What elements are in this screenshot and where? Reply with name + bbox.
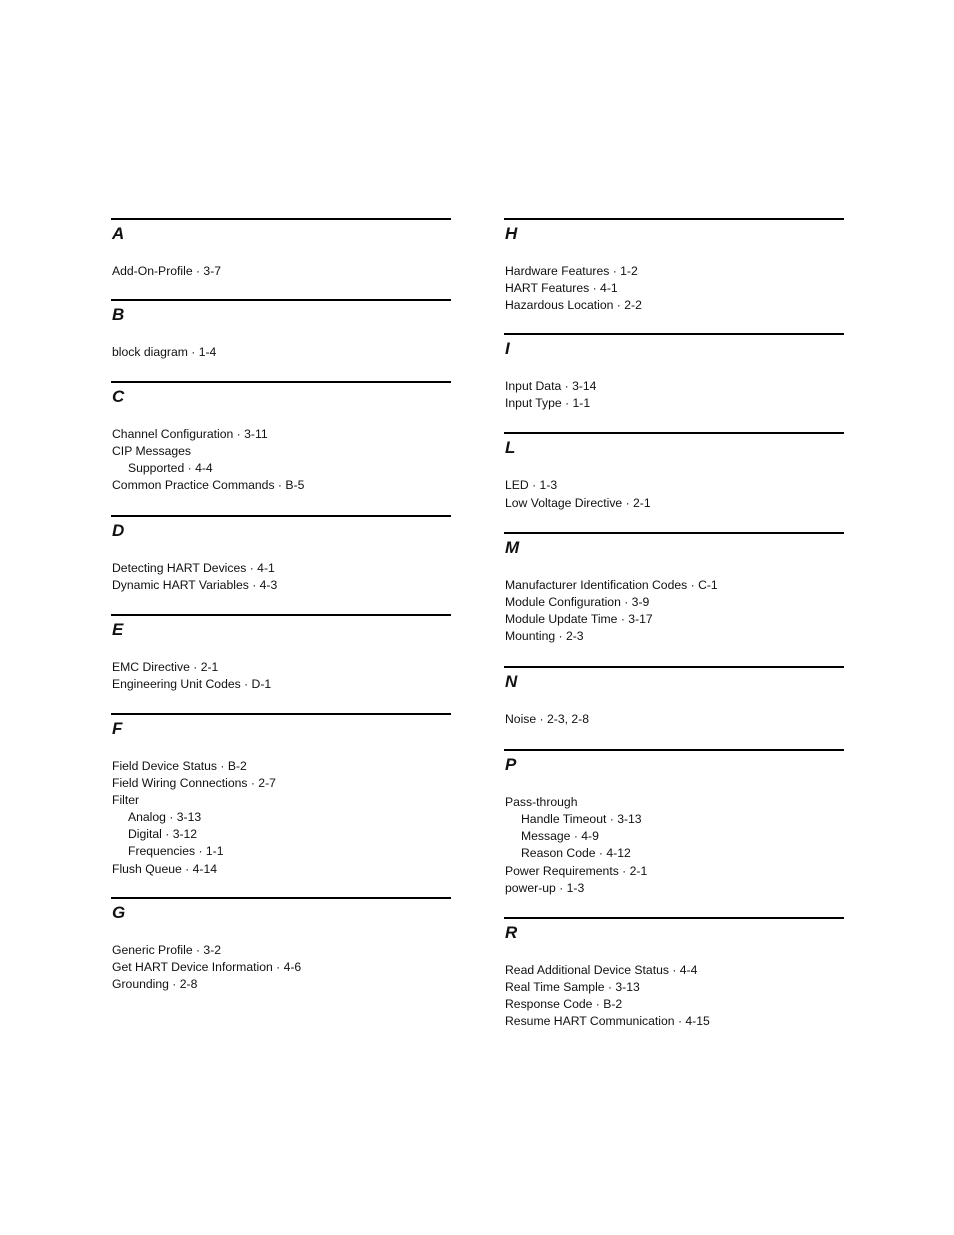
section-letter: H xyxy=(505,224,518,243)
index-subentry: Message · 4-9 xyxy=(521,829,599,844)
entry-list xyxy=(111,344,451,361)
index-entry: Real Time Sample · 3-13 xyxy=(505,979,640,994)
entry-list xyxy=(504,263,844,314)
entry-list xyxy=(504,962,844,1030)
index-column-right xyxy=(504,218,844,1030)
index-entry: Field Wiring Connections · 2-7 xyxy=(112,776,276,791)
index-subentry: Frequencies · 1-1 xyxy=(128,844,224,859)
section-letter: G xyxy=(112,902,126,922)
index-section xyxy=(111,381,451,494)
index-section xyxy=(504,749,844,897)
index-entry: power-up · 1-3 xyxy=(505,880,585,895)
index-section xyxy=(111,515,451,594)
index-entry: Field Device Status · B-2 xyxy=(112,758,247,773)
entry-list xyxy=(111,426,451,494)
entry-list xyxy=(111,758,451,878)
section-letter: M xyxy=(505,537,520,557)
entry-list xyxy=(504,378,844,412)
index-entry: block diagram · 1-4 xyxy=(112,345,217,360)
entry-list xyxy=(111,659,451,693)
section-letter: F xyxy=(112,718,123,738)
index-section xyxy=(504,666,844,728)
entry-list xyxy=(504,477,844,511)
index-entry: Filter xyxy=(112,793,140,808)
index-entry: EMC Directive · 2-1 xyxy=(112,659,219,674)
index-entry: Common Practice Commands · B-5 xyxy=(112,478,305,493)
index-entry: Resume HART Communication · 4-15 xyxy=(505,1013,710,1028)
index-entry: Detecting HART Devices · 4-1 xyxy=(112,560,275,575)
section-letter: E xyxy=(112,619,124,639)
index-section xyxy=(504,432,844,511)
index-entry: Mounting · 2-3 xyxy=(505,628,584,643)
index-section xyxy=(111,218,451,280)
entry-list xyxy=(111,942,451,993)
index-entry: Module Update Time · 3-17 xyxy=(505,611,653,626)
index-section xyxy=(111,713,451,878)
index-subentry: Supported · 4-4 xyxy=(128,461,213,476)
index-section xyxy=(504,218,844,314)
section-letter: N xyxy=(505,672,518,692)
index-entry: Get HART Device Information · 4-6 xyxy=(112,959,302,974)
index-entry: Engineering Unit Codes · D-1 xyxy=(112,676,272,691)
entry-list xyxy=(111,263,451,280)
index-subentry: Analog · 3-13 xyxy=(128,810,202,825)
index-section xyxy=(504,917,844,1030)
index-entry: Dynamic HART Variables · 4-3 xyxy=(112,577,278,592)
index-section xyxy=(504,532,844,645)
entry-list xyxy=(504,711,844,728)
index-section xyxy=(504,333,844,412)
index-subentry: Reason Code · 4-12 xyxy=(521,846,631,861)
index-entry: Grounding · 2-8 xyxy=(112,976,198,991)
index-subentry: Handle Timeout · 3-13 xyxy=(521,812,642,827)
entry-list xyxy=(504,794,844,897)
section-letter: B xyxy=(112,305,125,325)
index-entry: CIP Messages xyxy=(112,444,192,459)
index-entry: Noise · 2-3, 2-8 xyxy=(505,712,589,727)
index-entry: Input Data · 3-14 xyxy=(505,379,597,394)
index-entry: Low Voltage Directive · 2-1 xyxy=(505,495,651,510)
section-letter: R xyxy=(505,922,518,942)
index-section xyxy=(111,614,451,693)
entry-list xyxy=(504,577,844,645)
index-entry: Input Type · 1-1 xyxy=(505,396,591,411)
section-letter: P xyxy=(505,755,517,775)
index-column-left xyxy=(111,218,451,993)
index-entry: LED · 1-3 xyxy=(505,478,558,493)
section-letter: I xyxy=(505,339,510,359)
index-entry: Read Additional Device Status · 4-4 xyxy=(505,962,698,977)
section-letter: L xyxy=(505,438,516,458)
section-letter: D xyxy=(112,520,125,540)
index-entry: Module Configuration · 3-9 xyxy=(505,594,650,609)
index-entry: Power Requirements · 2-1 xyxy=(505,863,648,878)
index-entry: Add-On-Profile · 3-7 xyxy=(112,264,222,278)
index-entry: Response Code · B-2 xyxy=(505,996,623,1011)
section-letter: A xyxy=(112,224,125,243)
index-entry: Manufacturer Identification Codes · C-1 xyxy=(505,577,718,592)
index-entry: Hardware Features · 1-2 xyxy=(505,264,638,278)
index-entry: Channel Configuration · 3-11 xyxy=(112,427,268,442)
index-section xyxy=(111,897,451,993)
entry-list xyxy=(111,560,451,594)
section-letter: C xyxy=(112,387,125,407)
index-entry: Hazardous Location · 2-2 xyxy=(505,298,642,313)
index-section xyxy=(111,299,451,361)
index-entry: Flush Queue · 4-14 xyxy=(112,861,218,876)
index-subentry: Digital · 3-12 xyxy=(128,827,198,842)
index-entry: HART Features · 4-1 xyxy=(505,281,618,296)
index-entry: Generic Profile · 3-2 xyxy=(112,942,222,957)
index-entry: Pass-through xyxy=(505,795,578,810)
